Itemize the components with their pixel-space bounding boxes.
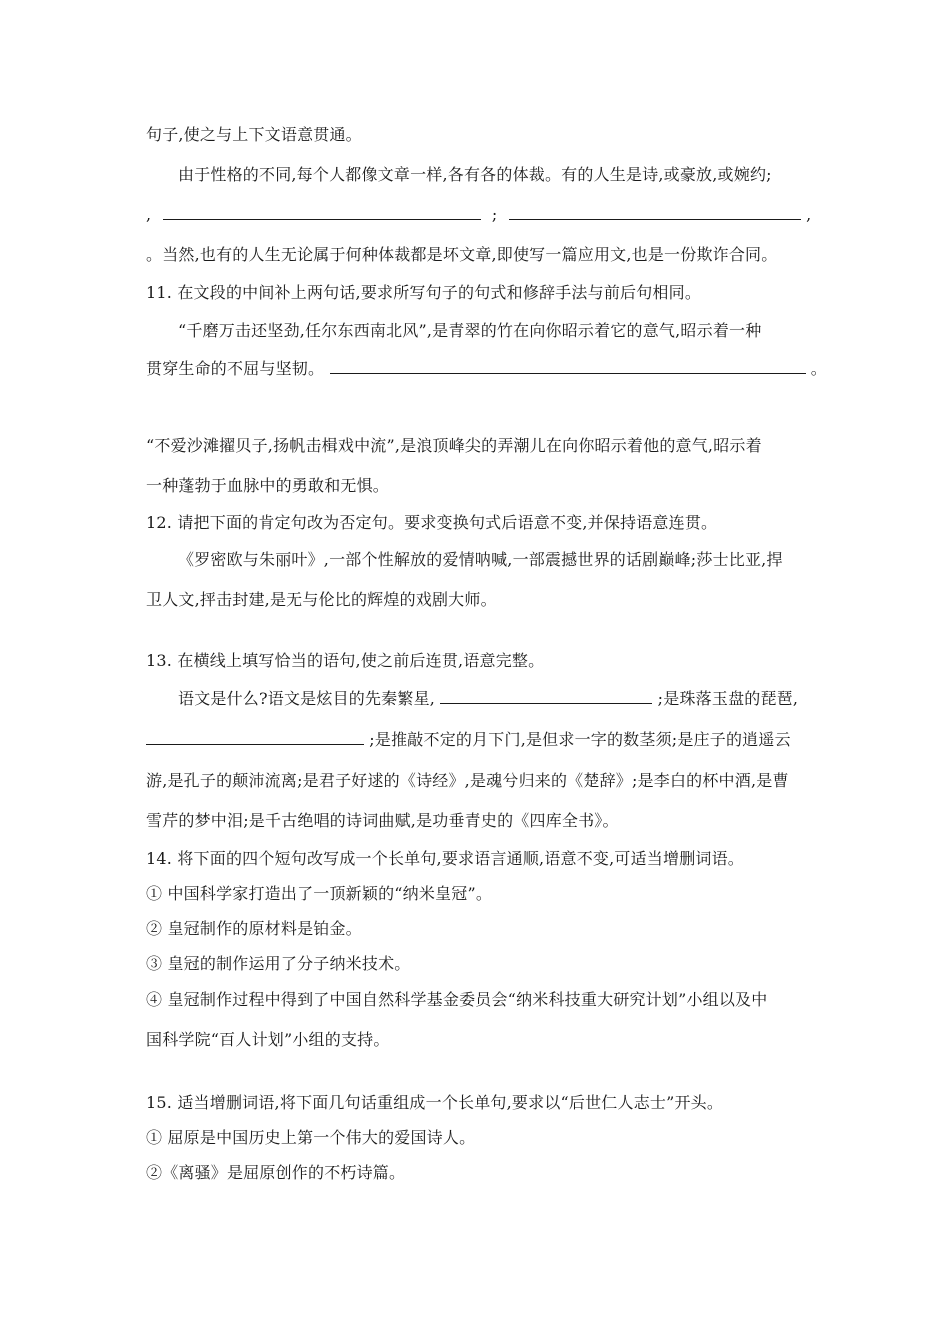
q10-line-4: 。当然,也有的人生无论属于何种体裁都是坏文章,即使写一篇应用文,也是一份欺诈合同。 (146, 245, 778, 264)
question-13-prompt (146, 650, 544, 672)
q14-item-2: ② 皇冠制作的原材料是铂金。 (146, 919, 362, 938)
q10-line-3-end: , (806, 205, 812, 224)
q13-line-4: 雪芹的梦中泪;是千古绝唱的诗词曲赋,是功垂青史的《四库全书》。 (146, 811, 619, 830)
answer-blank[interactable] (163, 205, 481, 220)
q13-line-1-b: ;是珠落玉盘的琵琶, (657, 689, 799, 708)
q11-line-3: “不爱沙滩擢贝子,扬帆击楫戏中流”,是浪顶峰尖的弄潮儿在向你昭示着他的意气,昭示着 (146, 436, 762, 455)
answer-blank[interactable] (146, 730, 364, 745)
q10-line-2: 由于性格的不同,每个人都像文章一样,各有各的体裁。有的人生是诗,或豪放,或婉约; (178, 165, 772, 184)
answer-blank[interactable] (509, 205, 801, 220)
q11-line-2 (146, 358, 827, 380)
q11-line-1: “千磨万击还坚劲,任尔东西南北风”,是青翠的竹在向你昭示着它的意气,昭示着一种 (178, 321, 762, 340)
question-number: 15. (146, 1093, 173, 1112)
q10-line-3 (146, 204, 811, 226)
answer-blank[interactable] (440, 689, 652, 704)
answer-blank[interactable] (330, 359, 806, 374)
question-12-prompt (146, 512, 717, 534)
q13-line-3: 游,是孔子的颠沛流离;是君子好逑的《诗经》,是魂兮归来的《楚辞》;是李白的杯中酒,是曹 (146, 771, 789, 790)
question-number: 14. (146, 849, 173, 868)
q13-line-1 (178, 688, 798, 710)
q11-line-4: 一种蓬勃于血脉中的勇敢和无惧。 (146, 476, 390, 495)
q13-line-1-a: 语文是什么?语文是炫目的先秦繁星, (178, 689, 436, 708)
q12-line-2: 卫人文,抨击封建,是无与伦比的辉煌的戏剧大师。 (146, 590, 497, 609)
q10-line-3-mid: ; (491, 205, 498, 224)
question-prompt: 在横线上填写恰当的语句,使之前后连贯,语意完整。 (177, 651, 545, 670)
q11-line-2-end: 。 (810, 359, 827, 378)
question-number: 11. (146, 283, 173, 302)
question-prompt: 适当增删词语,将下面几句话重组成一个长单句,要求以“后世仁人志士”开头。 (177, 1093, 724, 1112)
question-number: 13. (146, 651, 173, 670)
q12-line-1: 《罗密欧与朱丽叶》,一部个性解放的爱情呐喊,一部震撼世界的话剧巅峰;莎士比亚,捍 (178, 550, 783, 569)
q14-item-3: ③ 皇冠的制作运用了分子纳米技术。 (146, 954, 411, 973)
q14-item-4: ④ 皇冠制作过程中得到了中国自然科学基金委员会“纳米科技重大研究计划”小组以及中 (146, 990, 768, 1009)
q11-line-2-text: 贯穿生命的不屈与坚韧。 (146, 359, 325, 378)
question-prompt: 请把下面的肯定句改为否定句。要求变换句式后语意不变,并保持语意连贯。 (177, 513, 718, 532)
q14-item-4-cont: 国科学院“百人计划”小组的支持。 (146, 1030, 390, 1049)
q13-line-2-text: ;是推敲不定的月下门,是但求一字的数茎须;是庄子的逍遥云 (369, 730, 791, 749)
q13-line-2 (146, 729, 791, 751)
question-number: 12. (146, 513, 173, 532)
question-prompt: 将下面的四个短句改写成一个长单句,要求语言通顺,语意不变,可适当增删词语。 (177, 849, 745, 868)
question-15-prompt (146, 1092, 723, 1114)
q14-item-1: ① 中国科学家打造出了一顶新颖的“纳米皇冠”。 (146, 884, 493, 903)
question-14-prompt (146, 848, 744, 870)
q10-line-3-start: , (146, 205, 152, 224)
q10-line-1: 句子,使之与上下文语意贯通。 (146, 125, 362, 144)
q15-item-2: ②《离骚》是屈原创作的不朽诗篇。 (146, 1163, 406, 1182)
question-prompt: 在文段的中间补上两句话,要求所写句子的句式和修辞手法与前后句相同。 (177, 283, 702, 302)
question-11-prompt (146, 282, 701, 304)
q15-item-1: ① 屈原是中国历史上第一个伟大的爱国诗人。 (146, 1128, 476, 1147)
